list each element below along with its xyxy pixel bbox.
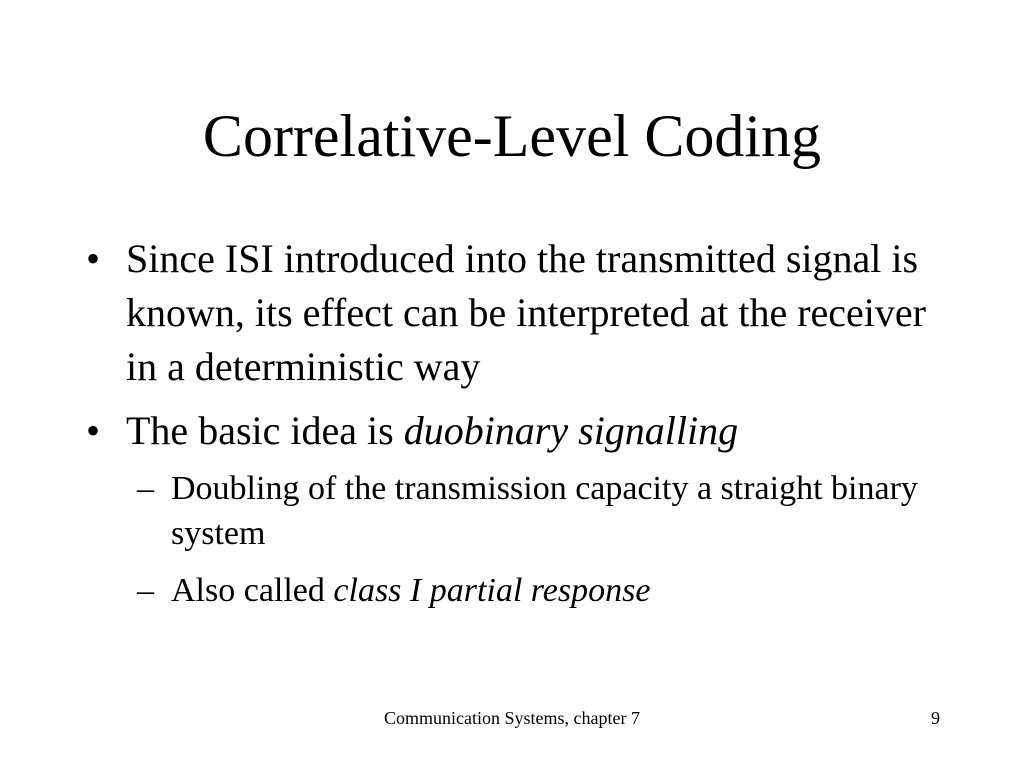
bullet-emphasis: duobinary signalling [403, 408, 739, 453]
sub-bullet-list [126, 466, 946, 613]
sub-bullet-item [137, 466, 951, 556]
bullet-item [86, 232, 946, 394]
sub-bullet-emphasis: class I partial response [333, 572, 651, 609]
page-number: 9 [931, 708, 940, 728]
sub-bullet-text: Doubling of the transmission capacity a straight binary system [171, 470, 918, 552]
bullet-text: The basic idea is [126, 408, 404, 453]
slide-footer: Communication Systems, chapter 7 [384, 708, 640, 728]
bullet-marker: • [86, 408, 101, 453]
sub-bullet-item [137, 568, 951, 613]
bullet-list [0, 232, 1024, 613]
bullet-marker: • [86, 236, 101, 281]
sub-bullet-marker: – [137, 470, 154, 507]
bullet-item [86, 404, 946, 613]
bullet-text: Since ISI introduced into the transmitted signal is known, its effect can be interpreted at the receiver in a deterministic way [126, 236, 926, 389]
sub-bullet-marker: – [137, 572, 154, 609]
slide-title: Correlative-Level Coding [202, 103, 822, 169]
sub-bullet-text: Also called [171, 572, 334, 609]
